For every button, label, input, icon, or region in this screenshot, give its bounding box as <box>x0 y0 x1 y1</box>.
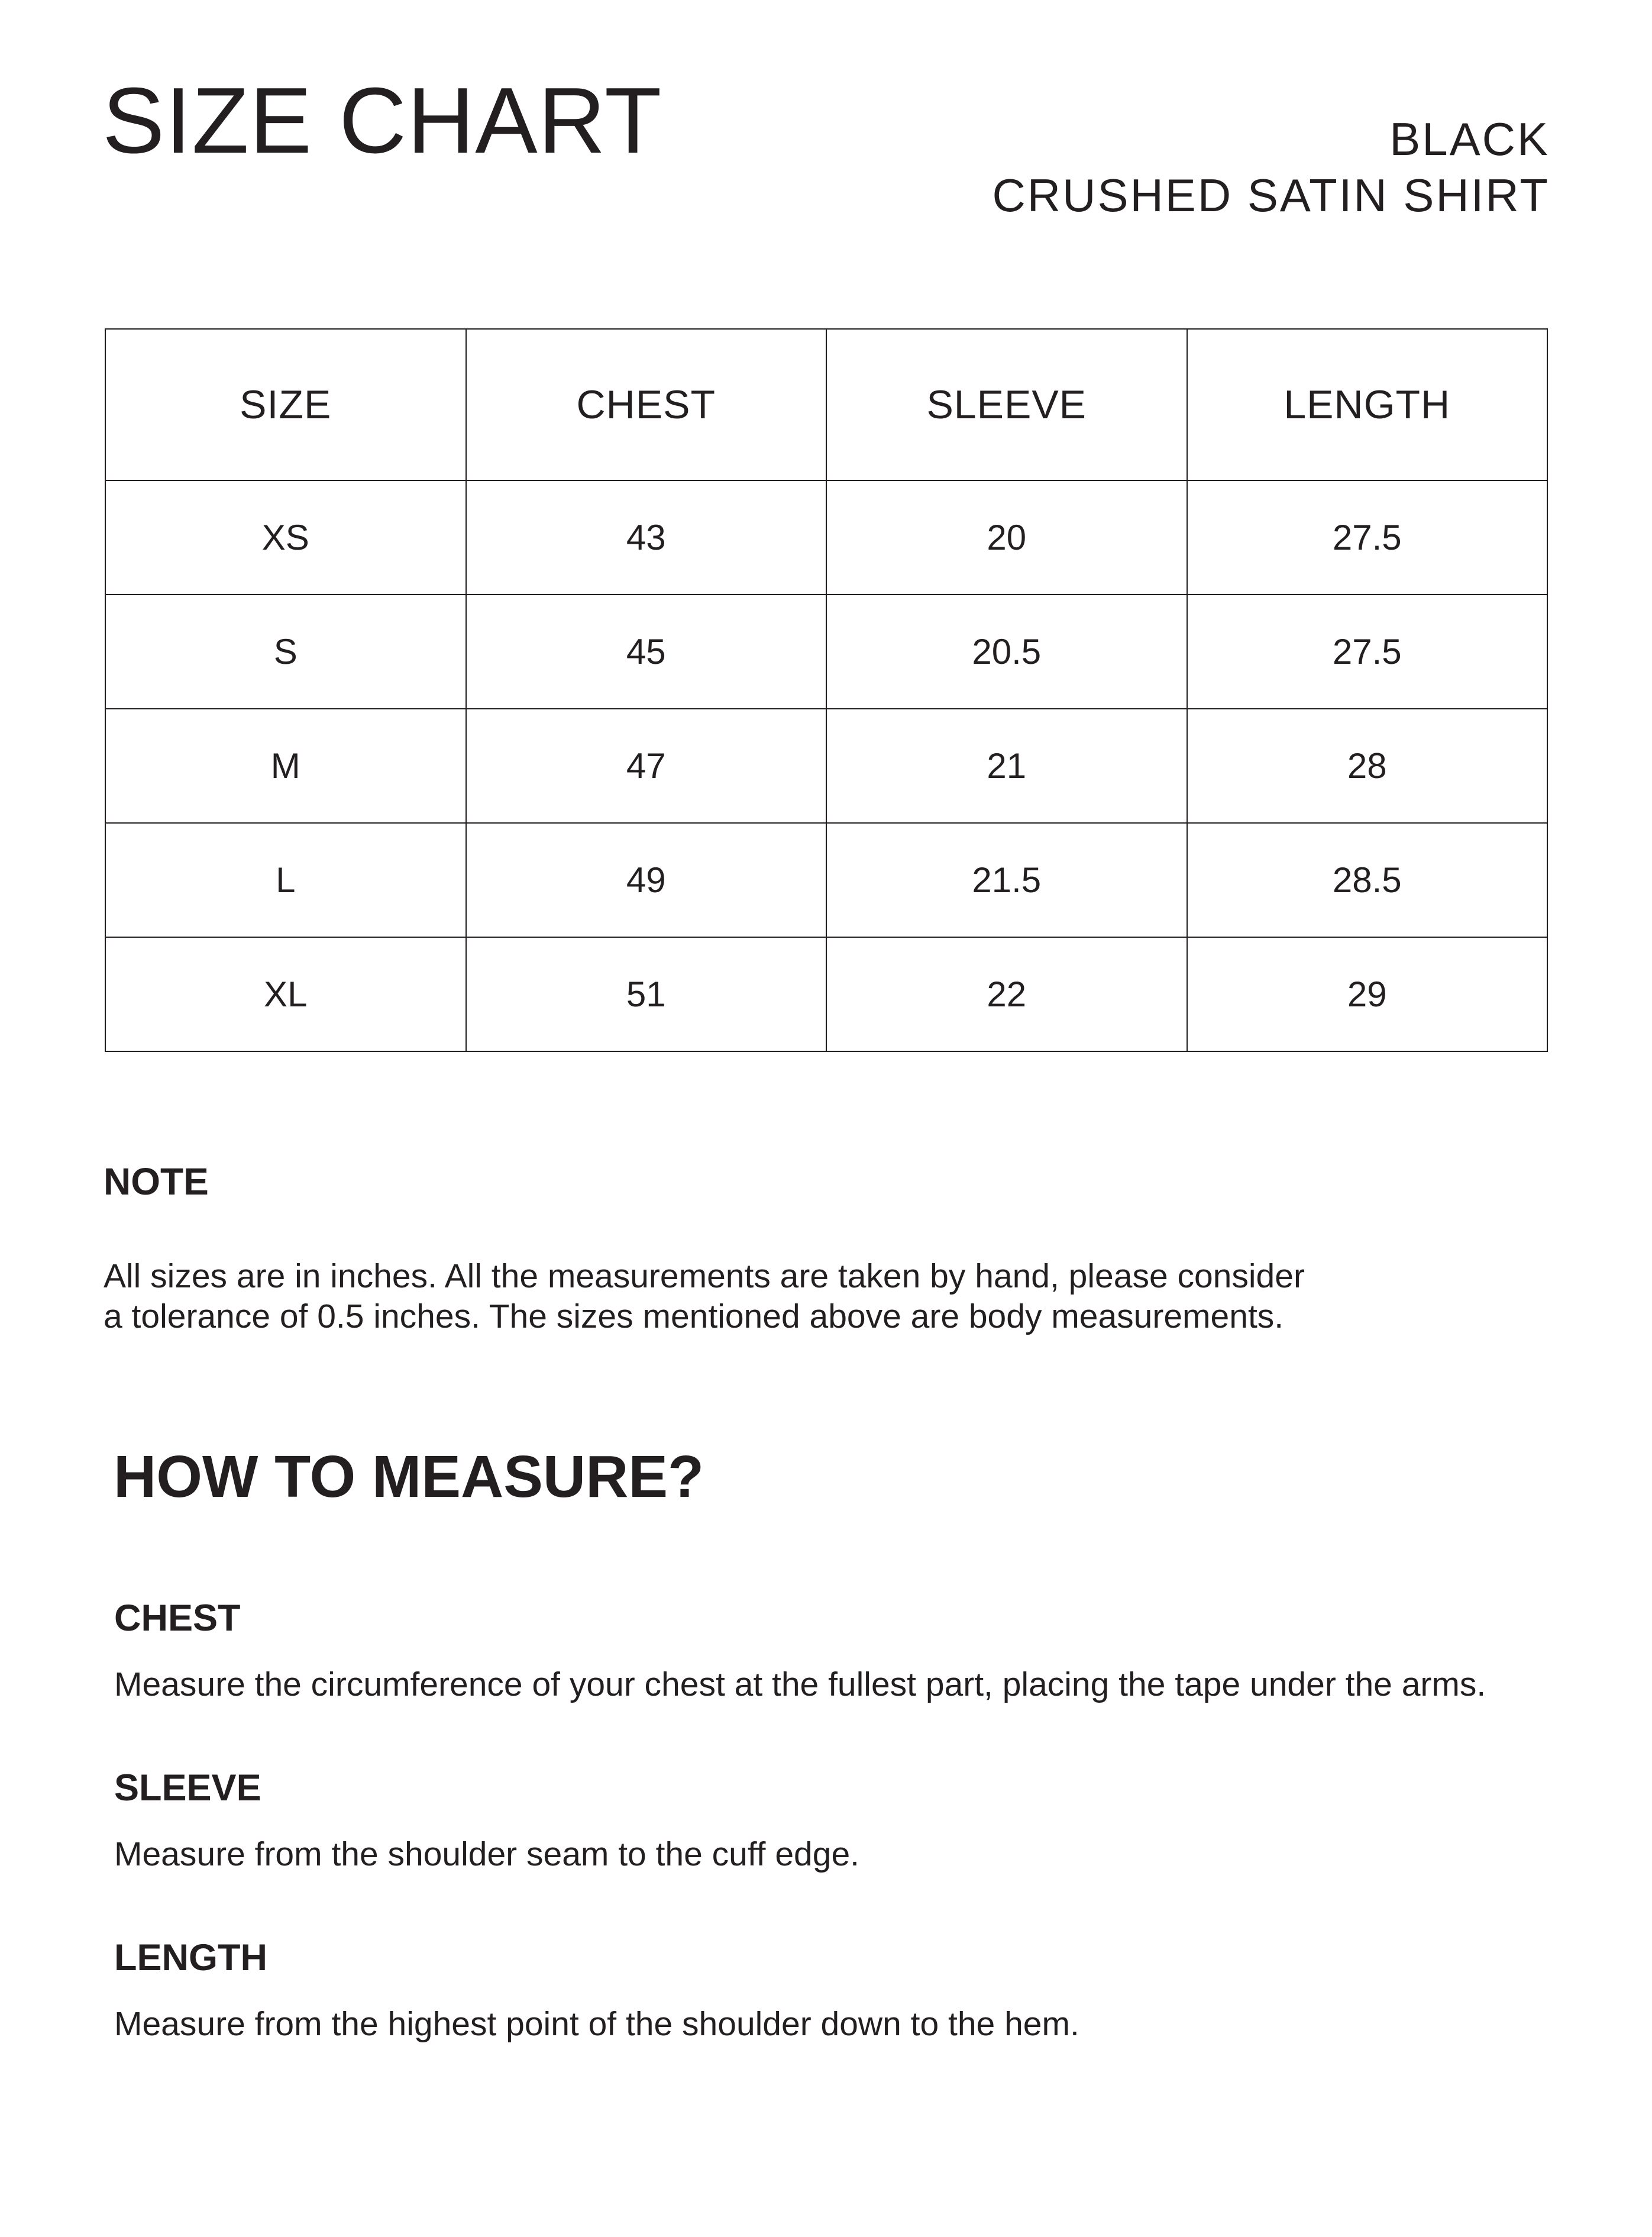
column-header-length: LENGTH <box>1187 329 1548 480</box>
measure-chest-description: Measure the circumference of your chest at the fullest part, placing the tape under the arms. <box>114 1665 1486 1703</box>
cell-length: 28.5 <box>1187 823 1548 937</box>
cell-length: 28 <box>1187 709 1548 823</box>
measure-sleeve-section <box>114 1767 1563 1874</box>
cell-size: L <box>105 823 466 937</box>
note-text <box>104 1256 1464 1337</box>
column-header-sleeve: SLEEVE <box>826 329 1187 480</box>
cell-length: 27.5 <box>1187 480 1548 595</box>
product-name <box>992 111 1550 224</box>
table-row <box>105 823 1547 937</box>
measure-sleeve-description: Measure from the shoulder seam to the cuff edge. <box>114 1835 859 1873</box>
measure-chest-heading: CHEST <box>114 1597 241 1639</box>
cell-size: XL <box>105 937 466 1051</box>
cell-sleeve: 20.5 <box>826 595 1187 709</box>
how-to-measure-heading: HOW TO MEASURE? <box>114 1444 704 1510</box>
table-row <box>105 595 1547 709</box>
cell-chest: 47 <box>466 709 827 823</box>
cell-chest: 45 <box>466 595 827 709</box>
cell-length: 29 <box>1187 937 1548 1051</box>
cell-sleeve: 20 <box>826 480 1187 595</box>
product-color: BLACK <box>1389 113 1550 165</box>
measure-sleeve-heading: SLEEVE <box>114 1767 261 1809</box>
measure-chest-section <box>114 1597 1563 1705</box>
size-table <box>105 328 1548 1052</box>
measure-length-section <box>114 1939 1563 2044</box>
cell-sleeve: 22 <box>826 937 1187 1051</box>
cell-size: M <box>105 709 466 823</box>
note-line: a tolerance of 0.5 inches. The sizes mentioned above are body measurements. <box>104 1297 1284 1335</box>
column-header-size: SIZE <box>105 329 466 480</box>
table-header-row <box>105 329 1547 480</box>
cell-size: S <box>105 595 466 709</box>
table-row <box>105 709 1547 823</box>
column-header-chest: CHEST <box>466 329 827 480</box>
cell-chest: 49 <box>466 823 827 937</box>
page-title: SIZE CHART <box>102 69 662 173</box>
cell-chest: 43 <box>466 480 827 595</box>
table-row <box>105 480 1547 595</box>
cell-chest: 51 <box>466 937 827 1051</box>
measure-length-description: Measure from the highest point of the shoulder down to the hem. <box>114 2005 1079 2043</box>
note-line: All sizes are in inches. All the measurements are taken by hand, please consider <box>104 1257 1305 1295</box>
cell-size: XS <box>105 480 466 595</box>
product-title: CRUSHED SATIN SHIRT <box>992 169 1550 221</box>
cell-length: 27.5 <box>1187 595 1548 709</box>
cell-sleeve: 21.5 <box>826 823 1187 937</box>
table-row <box>105 937 1547 1051</box>
note-heading: NOTE <box>104 1160 209 1203</box>
measure-length-heading: LENGTH <box>114 1937 267 1978</box>
cell-sleeve: 21 <box>826 709 1187 823</box>
